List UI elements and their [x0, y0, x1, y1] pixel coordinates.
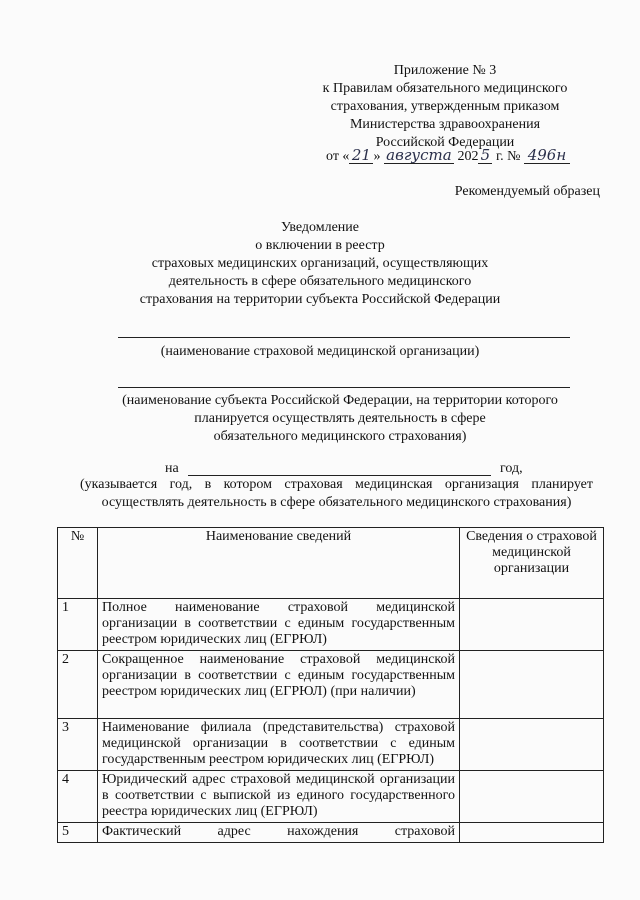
order-year-digit: 5	[478, 148, 492, 164]
table-row	[58, 823, 604, 843]
order-number-label: г. №	[495, 149, 521, 164]
row-value-cell[interactable]	[460, 599, 604, 651]
caption-line: планируется осуществлять деятельность в сфере	[194, 411, 486, 426]
title-line: страхования на территории субъекта Российской Федерации	[139, 292, 501, 307]
title-line: о включении в реестр	[255, 238, 385, 253]
year-caption: (указывается год, в котором страховая медицинская организация планирует осуществлять деятельность в сфере обязательного медицинского страхования)	[80, 477, 593, 510]
table-header-row	[58, 528, 604, 599]
appendix-line: Приложение № 3	[393, 63, 497, 78]
order-year-prefix: 202	[457, 149, 479, 164]
title-line: Уведомление	[280, 220, 359, 235]
row-value-cell[interactable]	[460, 823, 604, 843]
table-row	[58, 771, 604, 823]
row-number: 1	[58, 599, 98, 651]
header-number: №	[58, 528, 98, 599]
row-number: 5	[58, 823, 98, 843]
order-number: 496н	[524, 148, 570, 164]
row-number: 2	[58, 651, 98, 719]
row-description: Наименование филиала (представительства) страховой медицинской организации в соответствии с единым государственным реестром юридических лиц (ЕГРЮЛ)	[98, 719, 460, 771]
org-name-caption: (наименование страховой медицинской организации)	[160, 344, 480, 359]
row-description: Юридический адрес страховой медицинской организации в соответствии с выпиской из единого государственного реестра юридических лиц (ЕГРЮЛ)	[98, 771, 460, 823]
table-row	[58, 651, 604, 719]
appendix-line: Министерства здравоохранения	[349, 117, 541, 132]
appendix-line: страхования, утвержденным приказом	[330, 99, 560, 114]
order-quote-close: »	[373, 149, 381, 164]
org-name-blank-line[interactable]	[118, 337, 570, 338]
row-description: Полное наименование страховой медицинской организации в соответствии с единым государственным реестром юридических лиц (ЕГРЮЛ)	[98, 599, 460, 651]
appendix-header	[300, 62, 590, 152]
header-org-info: Сведения о страховой медицинской организации	[460, 528, 604, 599]
order-month: августа	[384, 148, 454, 164]
notice-title	[100, 219, 540, 309]
region-name-blank-line[interactable]	[118, 387, 570, 388]
row-description: Фактический адрес нахождения страховой	[98, 823, 460, 843]
order-reference	[326, 148, 596, 166]
title-line: страховых медицинских организаций, осуществляющих	[151, 256, 489, 271]
appendix-line: к Правилам обязательного медицинского	[322, 81, 568, 96]
row-value-cell[interactable]	[460, 771, 604, 823]
row-number: 4	[58, 771, 98, 823]
table-row	[58, 599, 604, 651]
caption-line: (наименование субъекта Российской Федерации, на территории которого	[122, 393, 558, 408]
row-value-cell[interactable]	[460, 719, 604, 771]
region-name-caption	[85, 392, 595, 446]
order-prefix: от «	[326, 149, 350, 164]
year-suffix: год,	[500, 461, 523, 476]
appendix-line: Российской Федерации	[375, 135, 515, 150]
recommended-sample-label: Рекомендуемый образец	[454, 184, 600, 199]
title-line: деятельность в сфере обязательного медицинского	[168, 274, 472, 289]
info-table	[57, 527, 604, 843]
header-item-name: Наименование сведений	[98, 528, 460, 599]
order-day: 21	[349, 148, 373, 164]
caption-line: обязательного медицинского страхования)	[213, 429, 467, 444]
year-prefix: на	[165, 461, 179, 476]
table-row	[58, 719, 604, 771]
row-number: 3	[58, 719, 98, 771]
row-description: Сокращенное наименование страховой медицинской организации в соответствии с единым государственным реестром юридических лиц (ЕГРЮЛ) (при наличии)	[98, 651, 460, 719]
row-value-cell[interactable]	[460, 651, 604, 719]
